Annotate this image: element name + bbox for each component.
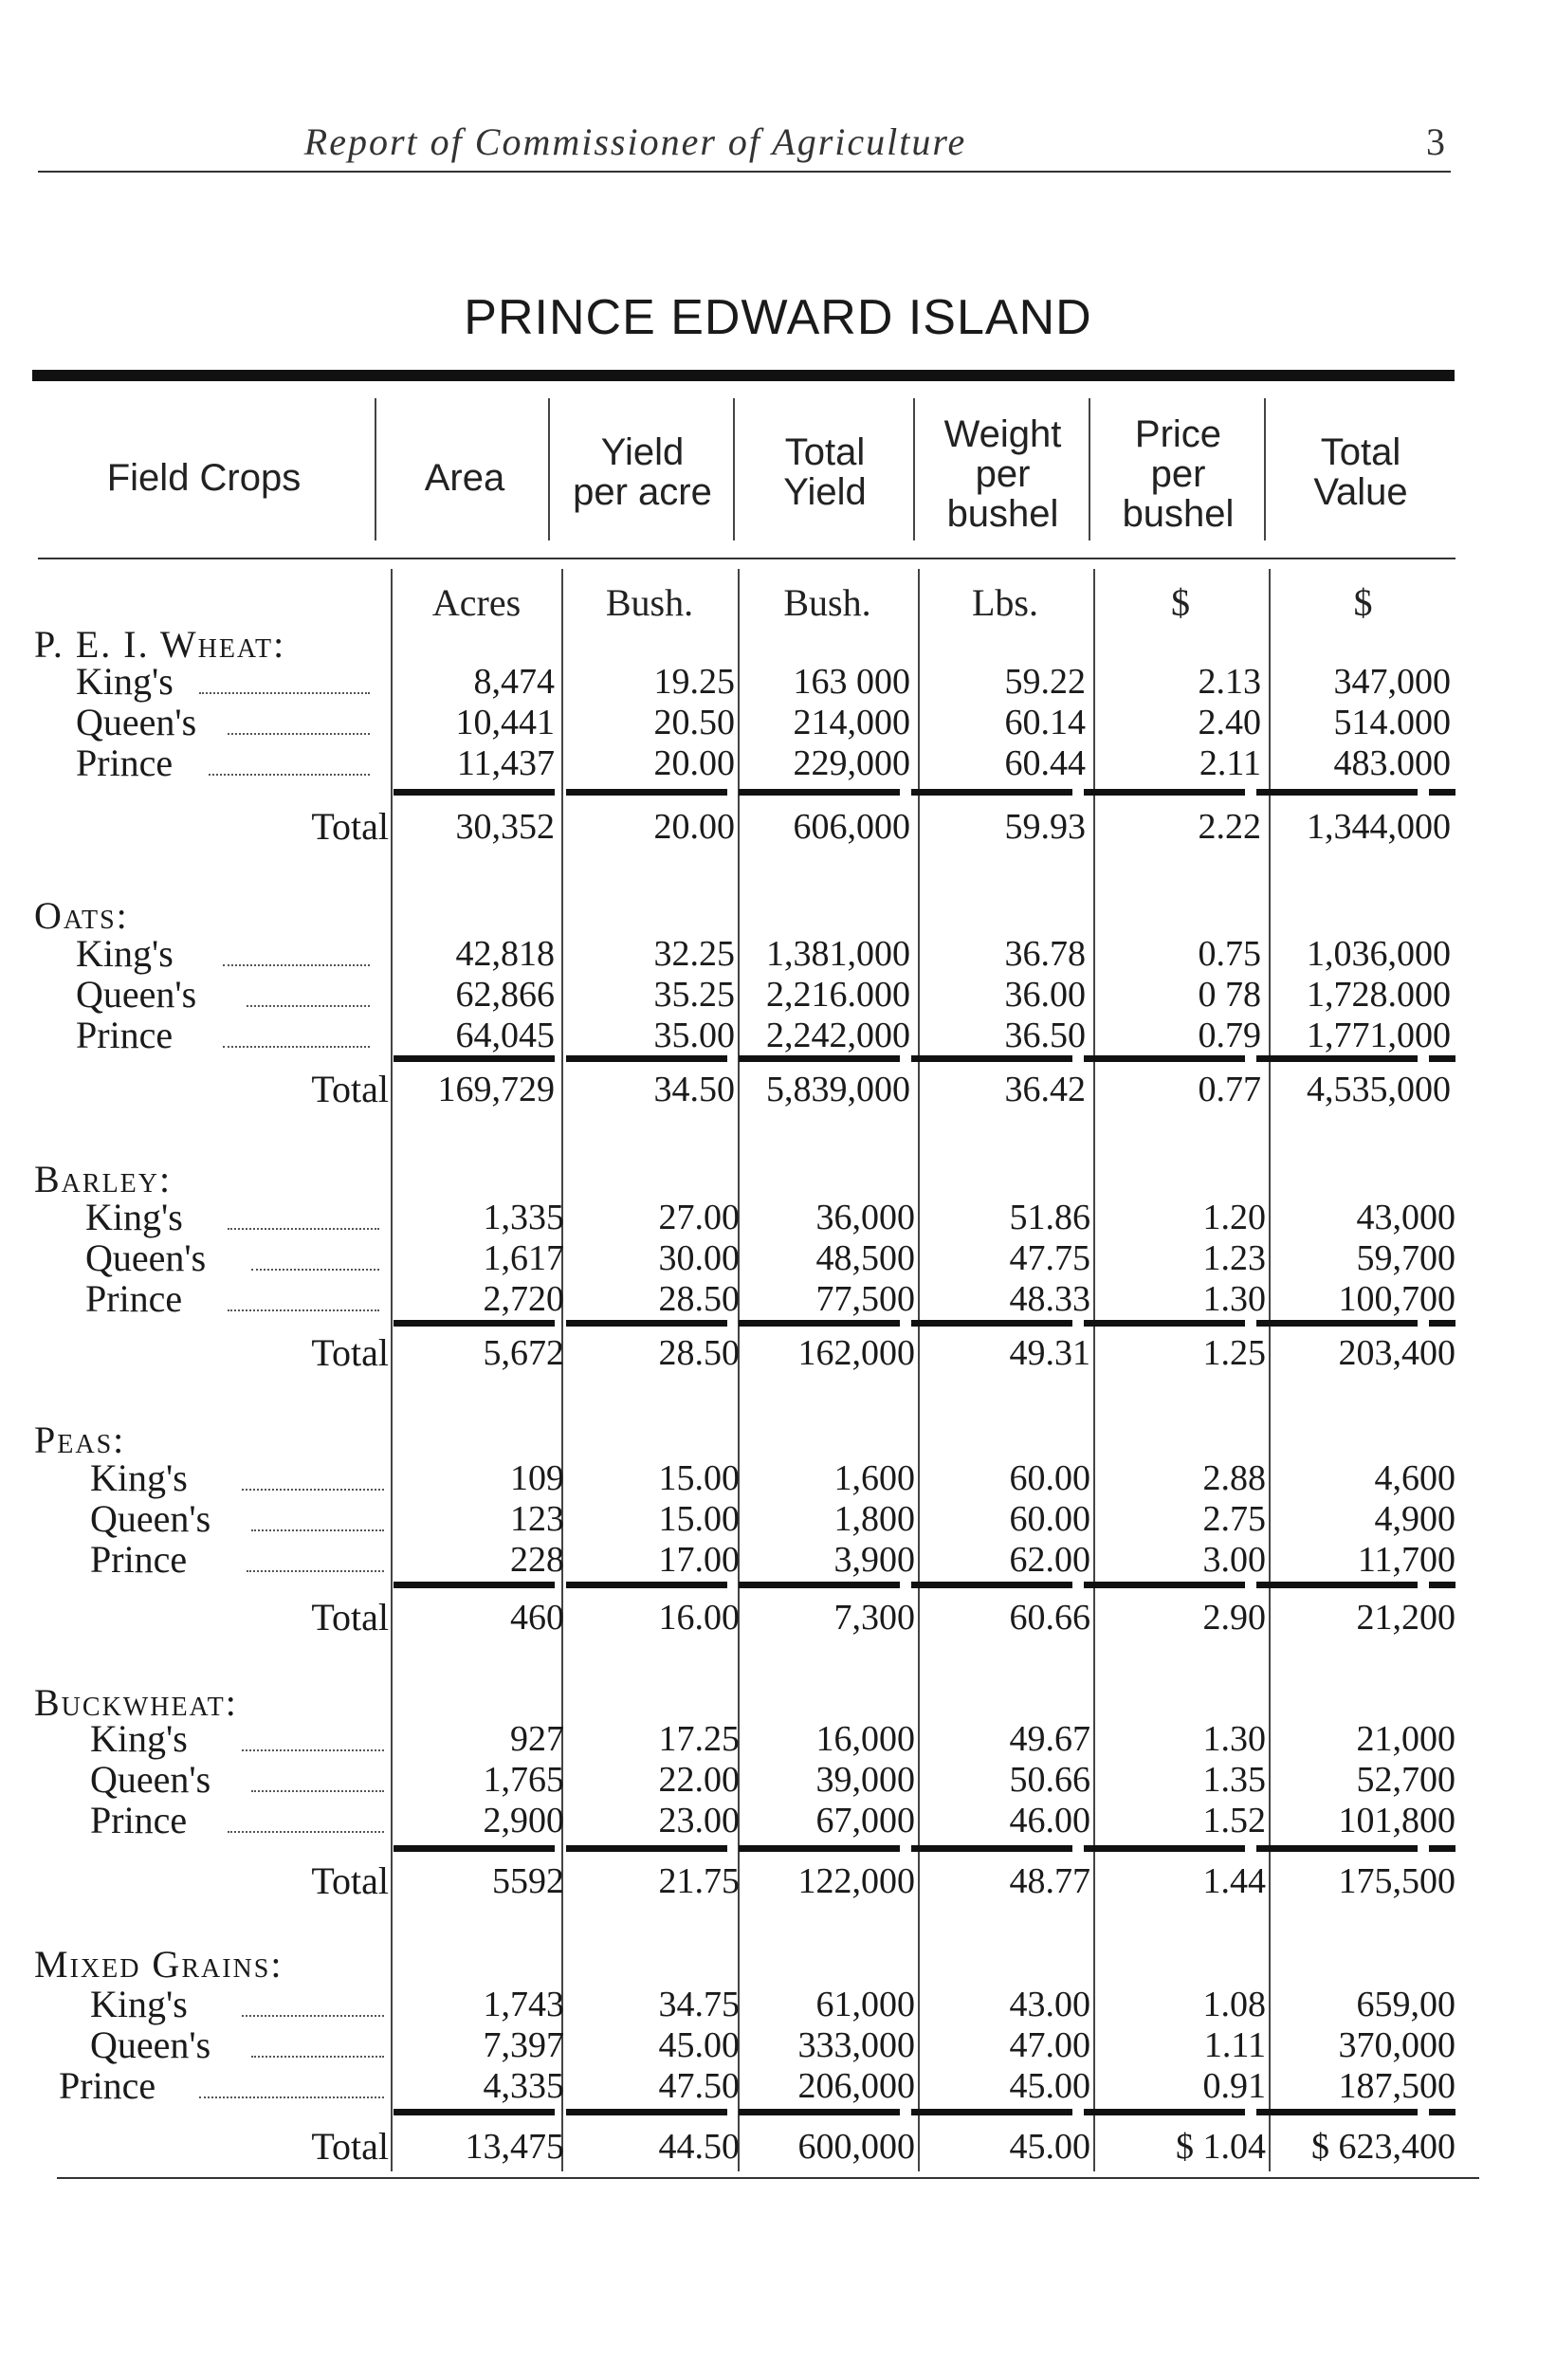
cell-yield: 22.00	[658, 1760, 740, 1800]
cell-weight: 60.00	[1009, 1499, 1090, 1539]
col-header-price-line3: bushel	[1122, 493, 1235, 535]
cell-area: 1,335	[483, 1198, 564, 1237]
cell-yield: 17.25	[658, 1719, 740, 1759]
cell-total-yield: 2,216.000	[766, 975, 910, 1015]
cell-total-yield: 67,000	[815, 1801, 915, 1840]
col-header-price-line2: per	[1150, 453, 1206, 495]
cell-weight: 47.00	[1009, 2025, 1090, 2065]
cell-weight: 48.33	[1009, 1279, 1090, 1319]
leader-dots	[251, 1529, 384, 1531]
cell-weight: 60.66	[1009, 1598, 1090, 1638]
district-label: Queen's	[76, 973, 197, 1016]
cell-total-value: 203,400	[1338, 1333, 1455, 1373]
cell-yield: 15.00	[658, 1458, 740, 1498]
cell-yield: 45.00	[658, 2025, 740, 2065]
district-label: King's	[76, 660, 174, 703]
cell-area: 228	[510, 1540, 564, 1580]
cell-total-yield: 122,000	[797, 1861, 915, 1901]
title-rule	[32, 370, 1455, 381]
cell-total-value: 1,771,000	[1307, 1016, 1451, 1055]
cell-area: 109	[510, 1458, 564, 1498]
cell-yield: 34.75	[658, 1985, 740, 2024]
unit-weight: Lbs.	[972, 581, 1038, 624]
cell-total-yield: 214,000	[793, 703, 910, 742]
col-header-total-value-line1: Total	[1320, 431, 1401, 473]
cell-total-value: $ 623,400	[1311, 2127, 1455, 2167]
leader-dots	[223, 964, 370, 966]
cell-area: 4,335	[483, 2066, 564, 2106]
cell-total-value: 514.000	[1333, 703, 1451, 742]
col-divider	[375, 398, 376, 540]
cell-price: 2.13	[1198, 662, 1261, 702]
cell-total-value: 21,200	[1356, 1598, 1455, 1638]
cell-total-value: 11,700	[1357, 1540, 1455, 1580]
total-label: Total	[311, 1596, 389, 1639]
cell-area: 1,743	[483, 1985, 564, 2024]
total-label: Total	[311, 1331, 389, 1374]
cell-area: 8,474	[473, 662, 555, 702]
cell-total-yield: 61,000	[815, 1985, 915, 2024]
cell-weight: 49.31	[1009, 1333, 1090, 1373]
cell-area: 64,045	[455, 1016, 555, 1055]
cell-yield: 35.25	[653, 975, 735, 1015]
cell-yield: 23.00	[658, 1801, 740, 1840]
col-divider	[548, 398, 550, 540]
cell-weight: 51.86	[1009, 1198, 1090, 1237]
col-header-weight-line1: Weight	[943, 413, 1062, 455]
cell-weight: 48.77	[1009, 1861, 1090, 1901]
cell-weight: 59.93	[1004, 807, 1086, 847]
subtotal-rule	[394, 1845, 1455, 1852]
cell-total-value: 21,000	[1356, 1719, 1455, 1759]
cell-total-value: 659,00	[1356, 1985, 1455, 2024]
cell-total-yield: 229,000	[793, 743, 910, 783]
cell-yield: 15.00	[658, 1499, 740, 1539]
crop-group-title: Oats:	[34, 894, 129, 937]
col-header-total-value-line2: Value	[1313, 471, 1408, 513]
cell-total-value: 59,700	[1356, 1238, 1455, 1278]
leader-dots	[228, 1831, 384, 1833]
cell-total-value: 4,535,000	[1307, 1070, 1451, 1109]
cell-yield: 47.50	[658, 2066, 740, 2106]
cell-yield: 19.25	[653, 662, 735, 702]
district-label: Prince	[90, 1538, 188, 1581]
col-divider	[913, 398, 915, 540]
cell-area: 2,900	[483, 1801, 564, 1840]
cell-price: 0 78	[1198, 975, 1261, 1015]
unit-price: $	[1171, 581, 1190, 624]
col-header-weight	[915, 414, 1090, 534]
cell-area: 5,672	[483, 1333, 564, 1373]
cell-weight: 36.42	[1004, 1070, 1086, 1109]
leader-dots	[228, 1309, 379, 1311]
total-label: Total	[311, 1068, 389, 1110]
cell-yield: 34.50	[653, 1070, 735, 1109]
cell-total-value: 1,728.000	[1307, 975, 1451, 1015]
cell-yield: 21.75	[658, 1861, 740, 1901]
cell-price: 1.11	[1203, 2025, 1266, 2065]
leader-dots	[242, 1749, 384, 1751]
col-divider	[733, 398, 735, 540]
cell-yield: 35.00	[653, 1016, 735, 1055]
leader-dots	[228, 1228, 379, 1230]
cell-weight: 50.66	[1009, 1760, 1090, 1800]
leader-dots	[251, 1269, 379, 1271]
cell-yield: 17.00	[658, 1540, 740, 1580]
cell-price: 0.79	[1198, 1016, 1261, 1055]
cell-price: 1.08	[1202, 1985, 1266, 2024]
crop-group-title: Buckwheat:	[34, 1681, 238, 1724]
district-label: Queen's	[76, 701, 197, 743]
cell-weight: 36.50	[1004, 1016, 1086, 1055]
cell-yield: 20.00	[653, 743, 735, 783]
col-divider	[1089, 398, 1090, 540]
cell-weight: 60.44	[1004, 743, 1086, 783]
cell-total-yield: 77,500	[815, 1279, 915, 1319]
cell-total-yield: 3,900	[833, 1540, 915, 1580]
cell-price: 1.44	[1202, 1861, 1266, 1901]
cell-price: 1.23	[1202, 1238, 1266, 1278]
cell-total-yield: 1,381,000	[766, 934, 910, 974]
cell-price: 0.91	[1202, 2066, 1266, 2106]
col-header-field-crops: Field Crops	[106, 457, 302, 499]
district-label: King's	[76, 932, 174, 975]
total-label: Total	[311, 805, 389, 848]
cell-yield: 28.50	[658, 1279, 740, 1319]
cell-total-yield: 1,600	[833, 1458, 915, 1498]
leader-dots	[199, 692, 370, 694]
unit-yield: Bush.	[605, 581, 694, 624]
district-label: Queen's	[85, 1236, 207, 1279]
page-number: 3	[1426, 120, 1445, 163]
cell-yield: 16.00	[658, 1598, 740, 1638]
cell-price: 2.90	[1202, 1598, 1266, 1638]
unit-total-yield: Bush.	[783, 581, 871, 624]
cell-total-yield: 600,000	[797, 2127, 915, 2167]
cell-price: 2.88	[1202, 1458, 1266, 1498]
leader-dots	[228, 733, 370, 735]
district-label: King's	[85, 1196, 183, 1238]
district-label: Queen's	[90, 1497, 211, 1540]
cell-total-value: 101,800	[1338, 1801, 1455, 1840]
cell-yield: 32.25	[653, 934, 735, 974]
page-title: PRINCE EDWARD ISLAND	[464, 290, 1092, 345]
cell-price: 0.75	[1198, 934, 1261, 974]
cell-total-value: 187,500	[1338, 2066, 1455, 2106]
district-label: Prince	[85, 1277, 183, 1320]
cell-total-yield: 7,300	[833, 1598, 915, 1638]
cell-weight: 59.22	[1004, 662, 1086, 702]
cell-price: 0.77	[1198, 1070, 1261, 1109]
cell-total-value: 4,900	[1374, 1499, 1455, 1539]
district-label: Prince	[59, 2064, 156, 2107]
cell-total-value: 4,600	[1374, 1458, 1455, 1498]
leader-dots	[199, 2096, 384, 2098]
col-header-total-yield-line1: Total	[784, 431, 866, 473]
district-label: King's	[90, 1456, 188, 1499]
cell-total-yield: 16,000	[815, 1719, 915, 1759]
cell-total-yield: 163 000	[793, 662, 910, 702]
running-header	[38, 114, 1451, 173]
district-label: Prince	[90, 1799, 188, 1841]
leader-dots	[251, 2056, 384, 2058]
cell-total-value: 347,000	[1333, 662, 1451, 702]
col-header-price	[1090, 414, 1266, 534]
subtotal-rule	[394, 2109, 1455, 2115]
cell-yield: 30.00	[658, 1238, 740, 1278]
subtotal-rule	[394, 1582, 1455, 1588]
cell-area: 62,866	[455, 975, 555, 1015]
cell-price: 2.11	[1199, 743, 1261, 783]
subtotal-rule	[394, 1055, 1455, 1062]
cell-price: 1.35	[1202, 1760, 1266, 1800]
cell-weight: 62.00	[1009, 1540, 1090, 1580]
cell-price: $ 1.04	[1176, 2127, 1266, 2167]
cell-weight: 60.14	[1004, 703, 1086, 742]
crop-group-title: Peas:	[34, 1419, 126, 1461]
cell-weight: 43.00	[1009, 1985, 1090, 2024]
cell-price: 2.40	[1198, 703, 1261, 742]
cell-total-yield: 333,000	[797, 2025, 915, 2065]
cell-yield: 44.50	[658, 2127, 740, 2167]
crop-group-title: Mixed Grains:	[34, 1943, 284, 1986]
col-header-total-yield	[735, 432, 915, 512]
subtotal-rule	[394, 1320, 1455, 1327]
cell-total-value: 1,036,000	[1307, 934, 1451, 974]
cell-total-value: 52,700	[1356, 1760, 1455, 1800]
district-label: Queen's	[90, 1758, 211, 1801]
unit-total-value: $	[1353, 581, 1373, 624]
unit-area: Acres	[431, 581, 522, 624]
col-header-total-yield-line2: Yield	[783, 471, 867, 513]
cell-total-yield: 162,000	[797, 1333, 915, 1373]
col-header-price-line1: Price	[1134, 413, 1222, 455]
col-divider	[1264, 398, 1266, 540]
leader-dots	[242, 1489, 384, 1491]
cell-total-yield: 2,242,000	[766, 1016, 910, 1055]
cell-area: 7,397	[483, 2025, 564, 2065]
header-rule	[38, 558, 1455, 559]
cell-price: 3.00	[1202, 1540, 1266, 1580]
cell-area: 1,765	[483, 1760, 564, 1800]
cell-total-value: 1,344,000	[1307, 807, 1451, 847]
leader-dots	[247, 1005, 370, 1007]
subtotal-rule	[394, 789, 1455, 796]
cell-total-value: 100,700	[1338, 1279, 1455, 1319]
cell-area: 460	[510, 1598, 564, 1638]
cell-area: 42,818	[455, 934, 555, 974]
cell-weight: 47.75	[1009, 1238, 1090, 1278]
leader-dots	[242, 2015, 384, 2017]
cell-weight: 60.00	[1009, 1458, 1090, 1498]
cell-total-value: 175,500	[1338, 1861, 1455, 1901]
col-header-yield	[550, 432, 735, 512]
crop-group-title: Barley:	[34, 1158, 173, 1200]
cell-price: 1.52	[1202, 1801, 1266, 1840]
cell-weight: 36.00	[1004, 975, 1086, 1015]
cell-yield: 27.00	[658, 1198, 740, 1237]
running-title: Report of Commissioner of Agriculture	[303, 120, 967, 163]
cell-area: 169,729	[437, 1070, 555, 1109]
cell-price: 2.22	[1198, 807, 1261, 847]
district-label: Prince	[76, 741, 174, 784]
cell-area: 11,437	[456, 743, 555, 783]
cell-price: 2.75	[1202, 1499, 1266, 1539]
total-label: Total	[311, 1859, 389, 1902]
cell-total-yield: 1,800	[833, 1499, 915, 1539]
district-label: King's	[90, 1717, 188, 1760]
district-label: Queen's	[90, 2023, 211, 2066]
col-header-area: Area	[424, 457, 505, 499]
district-label: King's	[90, 1983, 188, 2025]
col-header-yield-line2: per acre	[573, 471, 712, 513]
cell-total-value: 483.000	[1333, 743, 1451, 783]
col-header-total-value	[1266, 432, 1455, 512]
leader-dots	[251, 1790, 384, 1792]
cell-area: 927	[510, 1719, 564, 1759]
cell-total-yield: 48,500	[815, 1238, 915, 1278]
district-label: Prince	[76, 1014, 174, 1056]
cell-total-yield: 206,000	[797, 2066, 915, 2106]
cell-total-yield: 606,000	[793, 807, 910, 847]
cell-area: 123	[510, 1499, 564, 1539]
cell-yield: 20.00	[653, 807, 735, 847]
cell-area: 30,352	[455, 807, 555, 847]
cell-price: 1.20	[1202, 1198, 1266, 1237]
cell-total-yield: 36,000	[815, 1198, 915, 1237]
table-bottom-rule	[57, 2177, 1479, 2179]
cell-total-value: 370,000	[1338, 2025, 1455, 2065]
cell-yield: 20.50	[653, 703, 735, 742]
cell-weight: 49.67	[1009, 1719, 1090, 1759]
cell-area: 13,475	[465, 2127, 564, 2167]
cell-yield: 28.50	[658, 1333, 740, 1373]
cell-price: 1.25	[1202, 1333, 1266, 1373]
leader-dots	[209, 774, 370, 776]
col-header-yield-line1: Yield	[600, 431, 685, 473]
cell-total-value: 43,000	[1356, 1198, 1455, 1237]
cell-area: 10,441	[455, 703, 555, 742]
col-header-weight-line2: per	[975, 453, 1031, 495]
cell-weight: 45.00	[1009, 2066, 1090, 2106]
leader-dots	[247, 1570, 384, 1572]
col-header-weight-line3: bushel	[946, 493, 1059, 535]
cell-area: 1,617	[483, 1238, 564, 1278]
cell-weight: 36.78	[1004, 934, 1086, 974]
cell-area: 5592	[492, 1861, 564, 1901]
leader-dots	[223, 1046, 370, 1048]
cell-total-yield: 5,839,000	[766, 1070, 910, 1109]
cell-area: 2,720	[483, 1279, 564, 1319]
total-label: Total	[311, 2125, 389, 2168]
cell-weight: 46.00	[1009, 1801, 1090, 1840]
col-divider	[391, 569, 393, 2171]
cell-weight: 45.00	[1009, 2127, 1090, 2167]
cell-total-yield: 39,000	[815, 1760, 915, 1800]
crop-group-title: P. E. I. Wheat:	[34, 623, 286, 666]
cell-price: 1.30	[1202, 1719, 1266, 1759]
cell-price: 1.30	[1202, 1279, 1266, 1319]
